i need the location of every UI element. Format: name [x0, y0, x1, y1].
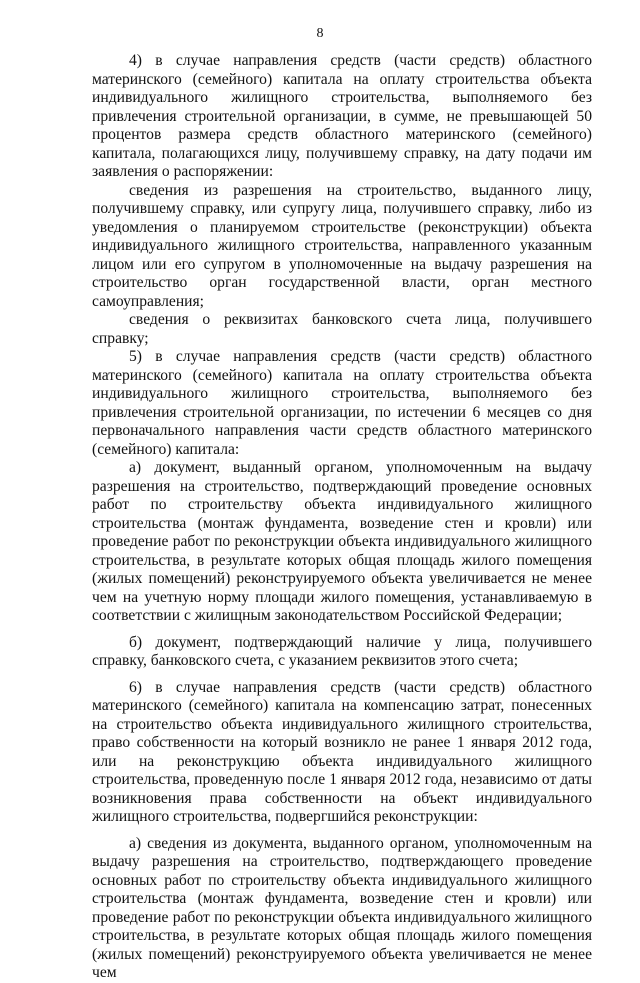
- paragraph-item-6a: а) сведения из документа, выданного органом, уполномоченным на выдачу разрешения на строительство, подтверждающего проведение основных работ по строительству объекта индивидуального жилищного строительства (монтаж фундамента, возведение стен и кровли) или проведение работ по реконструкции объекта индивидуального жилищного строительства, в результате которых общая площадь жилого помещения (жилых помещений) реконструируемого объекта увеличивается не менее чем: [92, 834, 592, 981]
- paragraph-item-4: 4) в случае направления средств (части средств) областного материнского (семейного) капитала на оплату строительства объекта индивидуального жилищного строительства, выполняемого без привлечения строительной организации, в сумме, не превышающей 50 процентов размера средств областного материнского (семейного) капитала, полагающихся лицу, получившему справку, на дату подачи им заявления о распоряжении:: [92, 52, 592, 180]
- page-number: 8: [316, 26, 324, 41]
- paragraph-item-5a: а) документ, выданный органом, уполномоченным на выдачу разрешения на строительство, подтверждающий проведение основных работ по строительству объекта индивидуального жилищного строительства (монтаж фундамента, возведение стен и кровли) или проведение работ по реконструкции объекта индивидуального жилищного строительства, в результате которых общая площадь жилого помещения (жилых помещений) реконструируемого объекта увеличивается не менее чем на учетную норму площади жилого помещения, устанавливаемую в соответствии с жилищным законодательством Российской Федерации;: [92, 459, 592, 624]
- paragraph-bank-details: сведения о реквизитах банковского счета лица, получившего справку;: [92, 311, 592, 347]
- paragraph-item-5b: б) документ, подтверждающий наличие у лица, получившего справку, банковского счета, с указанием реквизитов этого счета;: [92, 633, 592, 669]
- paragraph-permit-info: сведения из разрешения на строительство, выданного лицу, получившему справку, или супругу лица, получившего справку, либо из уведомления о планируемом строительстве (реконструкции) объекта индивидуального жилищного строительства, направленного указанным лицом или его супругом в уполномоченные на выдачу разрешения на строительство орган государственной власти, орган местного самоуправления;: [92, 181, 592, 310]
- paragraph-item-6: 6) в случае направления средств (части средств) областного материнского (семейного) капитала на компенсацию затрат, понесенных на строительство объекта индивидуального жилищного строительства, право собственности на который возникло не ранее 1 января 2012 года, или на реконструкцию объекта индивидуального жилищного строительства, проведенную после 1 января 2012 года, независимо от даты возникновения права собственности на объект индивидуального жилищного строительства, подвергшийся реконструкции:: [92, 678, 592, 825]
- document-body: [92, 52, 592, 983]
- paragraph-item-5: 5) в случае направления средств (части средств) областного материнского (семейного) капитала на оплату строительства объекта индивидуального жилищного строительства, выполняемого без привлечения строительной организации, по истечении 6 месяцев со дня первоначального направления части средств областного материнского (семейного) капитала:: [92, 348, 592, 458]
